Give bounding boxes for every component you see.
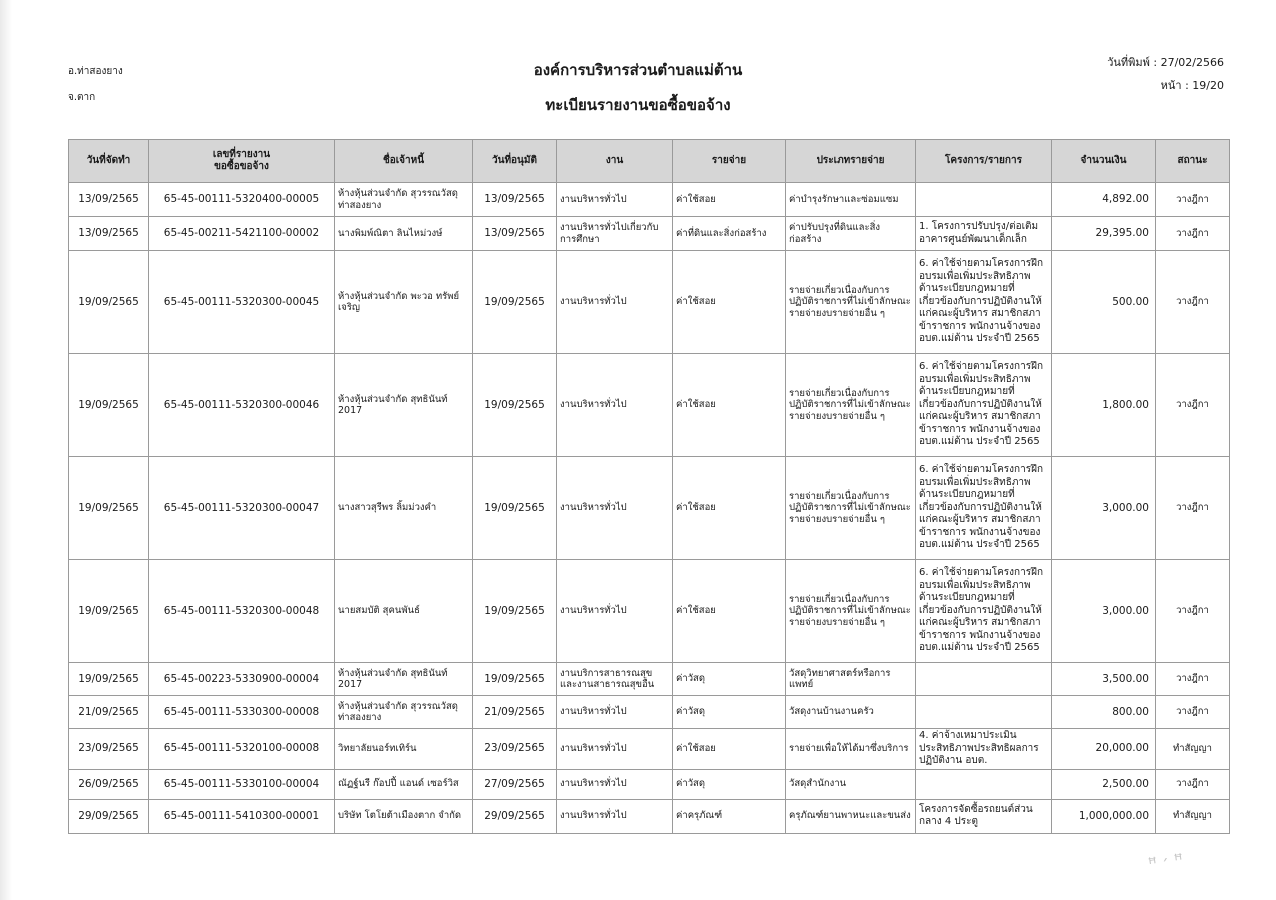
cell-project: 6. ค่าใช้จ่ายตามโครงการฝึกอบรมเพื่อเพิ่มประสิทธิภาพด้านระเบียบกฎหมายที่เกี่ยวข้องกับการปฏิบัติงานให้แก่คณะผู้บริหาร สมาชิกสภา ข้าราชการ พนักงานจ้างของ อบต.แม่ต้าน ประจำปี 2565 — [916, 457, 1052, 560]
cell-expense: ค่าใช้สอย — [673, 354, 786, 457]
cell-date: 23/09/2565 — [69, 729, 149, 770]
cell-approve-date: 19/09/2565 — [473, 251, 557, 354]
table-header-row — [69, 140, 1230, 183]
cell-expense: ค่าครุภัณฑ์ — [673, 799, 786, 833]
cell-expense-type: รายจ่ายเพื่อให้ได้มาซึ่งบริการ — [786, 729, 916, 770]
cell-report-no: 65-45-00111-5320300-00045 — [149, 251, 335, 354]
cell-date: 26/09/2565 — [69, 769, 149, 799]
cell-expense-type: วัสดุสำนักงาน — [786, 769, 916, 799]
col-header-report-no: เลขที่รายงาน ขอซื้อขอจ้าง — [149, 140, 335, 183]
cell-date: 19/09/2565 — [69, 354, 149, 457]
col-header-date: วันที่จัดทำ — [69, 140, 149, 183]
cell-approve-date: 19/09/2565 — [473, 560, 557, 663]
cell-status: วางฎีกา — [1156, 663, 1230, 696]
cell-creditor: บริษัท โตโยต้าเมืองตาก จำกัด — [335, 799, 473, 833]
cell-project: 1. โครงการปรับปรุง/ต่อเติมอาคารศูนย์พัฒนาเด็กเล็ก — [916, 217, 1052, 251]
cell-creditor: นางพิมพ์ณิตา ลินไหม่วงษ์ — [335, 217, 473, 251]
cell-work: งานบริหารทั่วไป — [557, 696, 673, 729]
cell-amount: 20,000.00 — [1052, 729, 1156, 770]
cell-creditor: ห้างหุ้นส่วนจำกัด สุทธินันท์ 2017 — [335, 354, 473, 457]
cell-expense-type: ครุภัณฑ์ยานพาหนะและขนส่ง — [786, 799, 916, 833]
cell-amount: 3,000.00 — [1052, 457, 1156, 560]
cell-expense-type: รายจ่ายเกี่ยวเนื่องกับการปฏิบัติราชการที่ไม่เข้าลักษณะรายจ่ายงบรายจ่ายอื่น ๆ — [786, 560, 916, 663]
print-date: วันที่พิมพ์ : 27/02/2566 — [1107, 56, 1224, 69]
cell-amount: 29,395.00 — [1052, 217, 1156, 251]
col-header-project: โครงการ/รายการ — [916, 140, 1052, 183]
cell-expense: ค่าวัสดุ — [673, 663, 786, 696]
cell-date: 13/09/2565 — [69, 217, 149, 251]
cell-date: 19/09/2565 — [69, 251, 149, 354]
cell-work: งานบริหารทั่วไป — [557, 729, 673, 770]
cell-date: 19/09/2565 — [69, 560, 149, 663]
table-row — [69, 663, 1230, 696]
cell-creditor: ห้างหุ้นส่วนจำกัด สุวรรณวัสดุ ท่าสองยาง — [335, 183, 473, 217]
cell-project: 4. ค่าจ้างเหมาประเมินประสิทธิภาพประสิทธิผลการปฏิบัติงาน อบต. — [916, 729, 1052, 770]
col-header-expense: รายจ่าย — [673, 140, 786, 183]
cell-project: 6. ค่าใช้จ่ายตามโครงการฝึกอบรมเพื่อเพิ่มประสิทธิภาพด้านระเบียบกฎหมายที่เกี่ยวข้องกับการปฏิบัติงานให้แก่คณะผู้บริหาร สมาชิกสภา ข้าราชการ พนักงานจ้างของ อบต.แม่ต้าน ประจำปี 2565 — [916, 251, 1052, 354]
cell-creditor: ห้างหุ้นส่วนจำกัด สุทธินันท์ 2017 — [335, 663, 473, 696]
report-title: ทะเบียนรายงานขอซื้อขอจ้าง — [545, 96, 731, 114]
cell-creditor: ณัฏฐ์นรี ก๊อปปี้ แอนด์ เซอร์วิส — [335, 769, 473, 799]
table-row — [69, 251, 1230, 354]
cell-creditor: ห้างหุ้นส่วนจำกัด สุวรรณวัสดุ ท่าสองยาง — [335, 696, 473, 729]
cell-amount: 2,500.00 — [1052, 769, 1156, 799]
cell-work: งานบริหารทั่วไป — [557, 251, 673, 354]
table-row — [69, 183, 1230, 217]
cell-amount: 4,892.00 — [1052, 183, 1156, 217]
cell-project — [916, 183, 1052, 217]
province-label: จ.ตาก — [68, 92, 96, 103]
cell-amount: 800.00 — [1052, 696, 1156, 729]
table-row — [69, 217, 1230, 251]
cell-report-no: 65-45-00111-5320300-00047 — [149, 457, 335, 560]
cell-expense: ค่าวัสดุ — [673, 769, 786, 799]
cell-work: งานบริหารทั่วไป — [557, 354, 673, 457]
cell-project: 6. ค่าใช้จ่ายตามโครงการฝึกอบรมเพื่อเพิ่มประสิทธิภาพด้านระเบียบกฎหมายที่เกี่ยวข้องกับการปฏิบัติงานให้แก่คณะผู้บริหาร สมาชิกสภา ข้าราชการ พนักงานจ้างของ อบต.แม่ต้าน ประจำปี 2565 — [916, 560, 1052, 663]
table-row — [69, 696, 1230, 729]
cell-approve-date: 13/09/2565 — [473, 183, 557, 217]
cell-date: 19/09/2565 — [69, 457, 149, 560]
cell-work: งานบริการสาธารณสุขและงานสาธารณสุขอื่น — [557, 663, 673, 696]
purchase-request-table — [68, 139, 1230, 834]
cell-date: 29/09/2565 — [69, 799, 149, 833]
cell-expense: ค่าใช้สอย — [673, 457, 786, 560]
cell-approve-date: 27/09/2565 — [473, 769, 557, 799]
cell-report-no: 65-45-00111-5320100-00008 — [149, 729, 335, 770]
table-row — [69, 799, 1230, 833]
cell-report-no: 65-45-00111-5410300-00001 — [149, 799, 335, 833]
cell-status: วางฎีกา — [1156, 560, 1230, 663]
cell-expense: ค่าที่ดินและสิ่งก่อสร้าง — [673, 217, 786, 251]
cell-project — [916, 663, 1052, 696]
col-header-amount: จำนวนเงิน — [1052, 140, 1156, 183]
cell-report-no: 65-45-00111-5320300-00046 — [149, 354, 335, 457]
cell-status: วางฎีกา — [1156, 183, 1230, 217]
cell-approve-date: 13/09/2565 — [473, 217, 557, 251]
table-row — [69, 354, 1230, 457]
col-header-status: สถานะ — [1156, 140, 1230, 183]
cell-approve-date: 21/09/2565 — [473, 696, 557, 729]
cell-amount: 500.00 — [1052, 251, 1156, 354]
cell-date: 13/09/2565 — [69, 183, 149, 217]
district-label: อ.ท่าสองยาง — [68, 66, 123, 77]
cell-approve-date: 19/09/2565 — [473, 457, 557, 560]
cell-status: วางฎีกา — [1156, 251, 1230, 354]
cell-work: งานบริหารทั่วไป — [557, 799, 673, 833]
cell-approve-date: 23/09/2565 — [473, 729, 557, 770]
table-row — [69, 457, 1230, 560]
cell-project — [916, 696, 1052, 729]
cell-work: งานบริหารทั่วไป — [557, 183, 673, 217]
cell-status: ทำสัญญา — [1156, 799, 1230, 833]
cell-expense-type: วัสดุวิทยาศาสตร์หรือการแพทย์ — [786, 663, 916, 696]
cell-report-no: 65-45-00111-5320400-00005 — [149, 183, 335, 217]
cell-project — [916, 769, 1052, 799]
cell-amount: 1,800.00 — [1052, 354, 1156, 457]
cell-approve-date: 19/09/2565 — [473, 354, 557, 457]
cell-amount: 3,000.00 — [1052, 560, 1156, 663]
cell-expense-type: รายจ่ายเกี่ยวเนื่องกับการปฏิบัติราชการที่ไม่เข้าลักษณะรายจ่ายงบรายจ่ายอื่น ๆ — [786, 457, 916, 560]
cell-creditor: นายสมบัติ สุคนพันธ์ — [335, 560, 473, 663]
cell-work: งานบริหารทั่วไป — [557, 560, 673, 663]
cell-expense-type: วัสดุงานบ้านงานครัว — [786, 696, 916, 729]
cell-report-no: 65-45-00211-5421100-00002 — [149, 217, 335, 251]
org-title: องค์การบริหารส่วนตำบลแม่ต้าน — [533, 61, 743, 79]
cell-report-no: 65-45-00111-5320300-00048 — [149, 560, 335, 663]
col-header-approve-date: วันที่อนุมัติ — [473, 140, 557, 183]
cell-status: วางฎีกา — [1156, 769, 1230, 799]
cell-status: วางฎีกา — [1156, 354, 1230, 457]
cell-work: งานบริหารทั่วไป — [557, 457, 673, 560]
page-number: หน้า : 19/20 — [1160, 79, 1224, 92]
cell-project: 6. ค่าใช้จ่ายตามโครงการฝึกอบรมเพื่อเพิ่มประสิทธิภาพด้านระเบียบกฎหมายที่เกี่ยวข้องกับการปฏิบัติงานให้แก่คณะผู้บริหาร สมาชิกสภา ข้าราชการ พนักงานจ้างของ อบต.แม่ต้าน ประจำปี 2565 — [916, 354, 1052, 457]
cell-expense: ค่าใช้สอย — [673, 729, 786, 770]
cell-project: โครงการจัดซื้อรถยนต์ส่วนกลาง 4 ประตู — [916, 799, 1052, 833]
cell-creditor: ห้างหุ้นส่วนจำกัด พะวอ ทรัพย์เจริญ — [335, 251, 473, 354]
cell-expense: ค่าวัสดุ — [673, 696, 786, 729]
cell-work: งานบริหารทั่วไป — [557, 769, 673, 799]
table-row — [69, 560, 1230, 663]
cell-status: วางฎีกา — [1156, 217, 1230, 251]
cell-expense-type: รายจ่ายเกี่ยวเนื่องกับการปฏิบัติราชการที่ไม่เข้าลักษณะรายจ่ายงบรายจ่ายอื่น ๆ — [786, 354, 916, 457]
cell-expense-type: ค่าปรับปรุงที่ดินและสิ่งก่อสร้าง — [786, 217, 916, 251]
col-header-expense-type: ประเภทรายจ่าย — [786, 140, 916, 183]
cell-work: งานบริหารทั่วไปเกี่ยวกับการศึกษา — [557, 217, 673, 251]
col-header-creditor: ชื่อเจ้าหนี้ — [335, 140, 473, 183]
cell-expense: ค่าใช้สอย — [673, 560, 786, 663]
cell-status: วางฎีกา — [1156, 457, 1230, 560]
handwritten-mark: ꟸ ׳ ꟸ — [1146, 849, 1185, 874]
cell-creditor: วิทยาลัยนอร์ทเทิร์น — [335, 729, 473, 770]
cell-amount: 1,000,000.00 — [1052, 799, 1156, 833]
cell-amount: 3,500.00 — [1052, 663, 1156, 696]
col-header-work: งาน — [557, 140, 673, 183]
cell-date: 19/09/2565 — [69, 663, 149, 696]
cell-expense: ค่าใช้สอย — [673, 251, 786, 354]
cell-creditor: นางสาวสุรีพร ลิ้มม่วงคำ — [335, 457, 473, 560]
cell-expense-type: ค่าบำรุงรักษาและซ่อมแซม — [786, 183, 916, 217]
cell-status: ทำสัญญา — [1156, 729, 1230, 770]
cell-status: วางฎีกา — [1156, 696, 1230, 729]
cell-report-no: 65-45-00223-5330900-00004 — [149, 663, 335, 696]
cell-expense-type: รายจ่ายเกี่ยวเนื่องกับการปฏิบัติราชการที่ไม่เข้าลักษณะรายจ่ายงบรายจ่ายอื่น ๆ — [786, 251, 916, 354]
cell-approve-date: 19/09/2565 — [473, 663, 557, 696]
cell-report-no: 65-45-00111-5330100-00004 — [149, 769, 335, 799]
scan-edge-shadow — [0, 0, 12, 900]
cell-date: 21/09/2565 — [69, 696, 149, 729]
table-row — [69, 769, 1230, 799]
cell-report-no: 65-45-00111-5330300-00008 — [149, 696, 335, 729]
table-row — [69, 729, 1230, 770]
cell-approve-date: 29/09/2565 — [473, 799, 557, 833]
cell-expense: ค่าใช้สอย — [673, 183, 786, 217]
